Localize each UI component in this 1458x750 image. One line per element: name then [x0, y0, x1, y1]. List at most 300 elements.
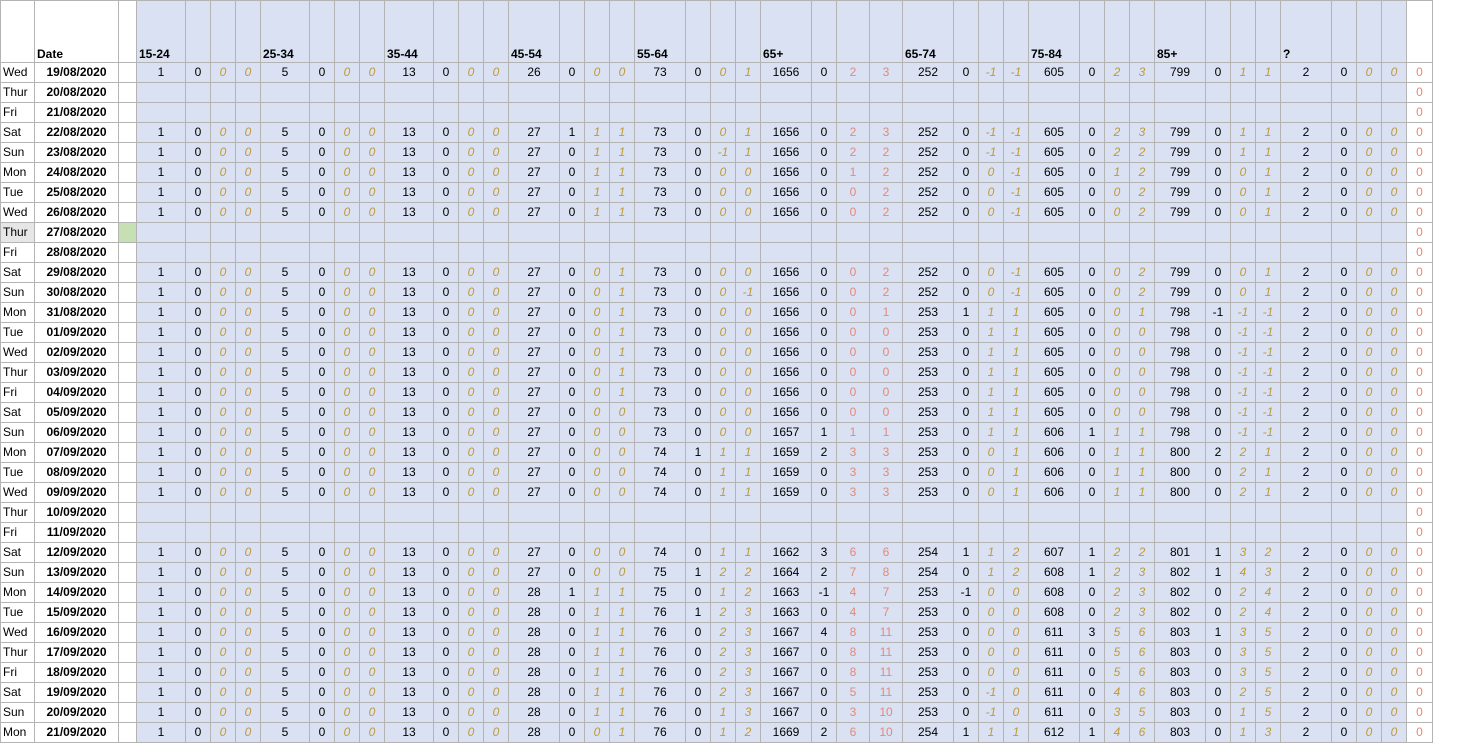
value-cell[interactable]: 1 — [585, 703, 610, 723]
value-cell[interactable]: 0 — [1382, 303, 1407, 323]
value-cell[interactable]: 1663 — [761, 603, 812, 623]
value-cell[interactable]: 5 — [261, 143, 310, 163]
value-cell[interactable]: 0 — [434, 483, 459, 503]
value-cell[interactable]: 0 — [484, 603, 509, 623]
value-cell[interactable]: 27 — [509, 283, 560, 303]
value-cell[interactable]: 3 — [837, 443, 870, 463]
value-cell[interactable] — [186, 243, 211, 263]
value-cell[interactable]: 5 — [1105, 643, 1130, 663]
value-cell[interactable] — [1206, 243, 1231, 263]
value-cell[interactable]: 252 — [903, 163, 954, 183]
value-cell[interactable]: 1 — [137, 663, 186, 683]
value-cell[interactable]: 0 — [459, 723, 484, 743]
value-cell[interactable]: 0 — [459, 323, 484, 343]
value-cell[interactable]: 803 — [1155, 683, 1206, 703]
value-cell[interactable]: -1 — [1231, 323, 1256, 343]
table-row[interactable] — [1, 103, 1433, 123]
value-cell[interactable] — [1155, 523, 1206, 543]
value-cell[interactable]: 0 — [360, 343, 385, 363]
value-cell[interactable] — [870, 523, 903, 543]
value-cell[interactable]: 0 — [837, 203, 870, 223]
value-cell[interactable]: 0 — [954, 423, 979, 443]
value-cell[interactable] — [761, 223, 812, 243]
value-cell[interactable]: 0 — [736, 203, 761, 223]
gap-cell[interactable] — [119, 303, 137, 323]
value-cell[interactable]: 253 — [903, 423, 954, 443]
date-cell[interactable]: 03/09/2020 — [35, 363, 119, 383]
value-cell[interactable]: 0 — [459, 283, 484, 303]
value-cell[interactable]: 10 — [870, 723, 903, 743]
value-cell[interactable] — [137, 503, 186, 523]
value-cell[interactable] — [484, 523, 509, 543]
value-cell[interactable]: 27 — [509, 303, 560, 323]
value-cell[interactable]: 0 — [335, 443, 360, 463]
value-cell[interactable]: 0 — [812, 703, 837, 723]
value-cell[interactable]: -1 — [1256, 423, 1281, 443]
value-cell[interactable]: 0 — [812, 123, 837, 143]
value-cell[interactable]: 0 — [1206, 203, 1231, 223]
value-cell[interactable]: 28 — [509, 643, 560, 663]
value-cell[interactable]: 2 — [1130, 163, 1155, 183]
last-value-cell[interactable]: 0 — [1407, 103, 1433, 123]
value-cell[interactable]: 0 — [954, 623, 979, 643]
value-cell[interactable]: 0 — [484, 623, 509, 643]
value-cell[interactable]: 1 — [137, 263, 186, 283]
value-cell[interactable]: 7 — [870, 603, 903, 623]
value-cell[interactable] — [434, 223, 459, 243]
value-cell[interactable]: 1 — [137, 283, 186, 303]
header-cell-date[interactable]: Date — [35, 1, 119, 63]
value-cell[interactable]: 253 — [903, 583, 954, 603]
value-cell[interactable]: 1 — [137, 483, 186, 503]
value-cell[interactable]: 1 — [585, 123, 610, 143]
value-cell[interactable]: 0 — [360, 563, 385, 583]
value-cell[interactable]: -1 — [1256, 343, 1281, 363]
value-cell[interactable]: 1 — [1256, 143, 1281, 163]
value-cell[interactable]: 27 — [509, 183, 560, 203]
value-cell[interactable]: 0 — [736, 163, 761, 183]
value-cell[interactable]: 606 — [1029, 443, 1080, 463]
value-cell[interactable]: 1 — [137, 723, 186, 743]
value-cell[interactable]: 0 — [211, 323, 236, 343]
value-cell[interactable]: 0 — [560, 263, 585, 283]
value-cell[interactable] — [186, 223, 211, 243]
value-cell[interactable]: 0 — [711, 163, 736, 183]
date-cell[interactable]: 09/09/2020 — [35, 483, 119, 503]
value-cell[interactable]: 0 — [736, 303, 761, 323]
value-cell[interactable]: 2 — [1281, 583, 1332, 603]
day-cell[interactable]: Mon — [1, 583, 35, 603]
value-cell[interactable]: 3 — [1130, 563, 1155, 583]
value-cell[interactable]: 1669 — [761, 723, 812, 743]
value-cell[interactable] — [585, 503, 610, 523]
value-cell[interactable]: 0 — [310, 663, 335, 683]
value-cell[interactable]: 76 — [635, 603, 686, 623]
value-cell[interactable]: 252 — [903, 123, 954, 143]
value-cell[interactable]: 0 — [954, 663, 979, 683]
value-cell[interactable]: 3 — [736, 683, 761, 703]
value-cell[interactable]: 28 — [509, 703, 560, 723]
value-cell[interactable]: 3 — [1105, 703, 1130, 723]
value-cell[interactable] — [1130, 83, 1155, 103]
value-cell[interactable]: 0 — [585, 323, 610, 343]
value-cell[interactable]: 0 — [211, 483, 236, 503]
value-cell[interactable]: 0 — [236, 323, 261, 343]
day-cell[interactable]: Mon — [1, 303, 35, 323]
value-cell[interactable] — [736, 243, 761, 263]
value-cell[interactable] — [137, 523, 186, 543]
value-cell[interactable]: 0 — [1357, 683, 1382, 703]
value-cell[interactable] — [610, 243, 635, 263]
value-cell[interactable]: 28 — [509, 663, 560, 683]
value-cell[interactable] — [360, 243, 385, 263]
value-cell[interactable]: 0 — [211, 563, 236, 583]
value-cell[interactable]: 3 — [837, 703, 870, 723]
value-cell[interactable]: 0 — [837, 183, 870, 203]
table-row[interactable] — [1, 583, 1433, 603]
value-cell[interactable]: 0 — [954, 63, 979, 83]
value-cell[interactable]: 0 — [1080, 183, 1105, 203]
value-cell[interactable]: 0 — [335, 483, 360, 503]
value-cell[interactable]: 0 — [211, 363, 236, 383]
value-cell[interactable]: 1 — [954, 543, 979, 563]
value-cell[interactable]: 1 — [137, 63, 186, 83]
value-cell[interactable]: 0 — [1332, 483, 1357, 503]
value-cell[interactable]: 1656 — [761, 323, 812, 343]
value-cell[interactable]: 73 — [635, 143, 686, 163]
value-cell[interactable]: 1 — [137, 403, 186, 423]
value-cell[interactable]: 253 — [903, 463, 954, 483]
value-cell[interactable] — [585, 223, 610, 243]
value-cell[interactable]: 0 — [484, 363, 509, 383]
value-cell[interactable]: 0 — [711, 343, 736, 363]
value-cell[interactable]: 27 — [509, 463, 560, 483]
value-cell[interactable]: 0 — [812, 683, 837, 703]
value-cell[interactable]: 0 — [1332, 143, 1357, 163]
age-group-subheader[interactable] — [236, 1, 261, 63]
value-cell[interactable]: 608 — [1029, 563, 1080, 583]
value-cell[interactable] — [385, 503, 434, 523]
value-cell[interactable]: 2 — [870, 143, 903, 163]
value-cell[interactable]: 0 — [186, 703, 211, 723]
value-cell[interactable]: 0 — [484, 443, 509, 463]
age-group-header[interactable]: 35-44 — [385, 1, 434, 63]
value-cell[interactable]: -1 — [979, 123, 1004, 143]
value-cell[interactable]: 5 — [261, 583, 310, 603]
value-cell[interactable]: 0 — [1080, 303, 1105, 323]
date-cell[interactable]: 10/09/2020 — [35, 503, 119, 523]
value-cell[interactable]: 0 — [812, 163, 837, 183]
day-cell[interactable]: Tue — [1, 323, 35, 343]
value-cell[interactable]: 1 — [560, 123, 585, 143]
value-cell[interactable]: 253 — [903, 483, 954, 503]
value-cell[interactable]: 611 — [1029, 663, 1080, 683]
value-cell[interactable] — [211, 103, 236, 123]
value-cell[interactable]: 0 — [1080, 63, 1105, 83]
value-cell[interactable]: 2 — [1281, 303, 1332, 323]
value-cell[interactable]: 0 — [560, 183, 585, 203]
value-cell[interactable]: 1 — [979, 723, 1004, 743]
value-cell[interactable]: 0 — [211, 463, 236, 483]
value-cell[interactable]: 1 — [137, 383, 186, 403]
age-group-subheader[interactable] — [979, 1, 1004, 63]
value-cell[interactable] — [560, 103, 585, 123]
last-value-cell[interactable]: 0 — [1407, 123, 1433, 143]
value-cell[interactable]: 0 — [979, 603, 1004, 623]
last-value-cell[interactable]: 0 — [1407, 183, 1433, 203]
value-cell[interactable]: 0 — [1206, 163, 1231, 183]
value-cell[interactable]: -1 — [1231, 343, 1256, 363]
value-cell[interactable]: 0 — [585, 63, 610, 83]
value-cell[interactable]: 0 — [236, 143, 261, 163]
value-cell[interactable]: 0 — [1332, 183, 1357, 203]
value-cell[interactable]: 2 — [711, 603, 736, 623]
value-cell[interactable] — [1357, 523, 1382, 543]
gap-cell[interactable] — [119, 663, 137, 683]
value-cell[interactable] — [1029, 223, 1080, 243]
value-cell[interactable]: 2 — [1281, 123, 1332, 143]
value-cell[interactable]: 0 — [1206, 183, 1231, 203]
gap-cell[interactable] — [119, 683, 137, 703]
value-cell[interactable]: 0 — [335, 723, 360, 743]
value-cell[interactable] — [484, 83, 509, 103]
value-cell[interactable]: 2 — [1231, 483, 1256, 503]
value-cell[interactable]: 0 — [585, 363, 610, 383]
value-cell[interactable]: 0 — [236, 283, 261, 303]
table-row[interactable] — [1, 123, 1433, 143]
value-cell[interactable]: 0 — [484, 683, 509, 703]
value-cell[interactable]: 0 — [434, 563, 459, 583]
value-cell[interactable]: 0 — [812, 323, 837, 343]
value-cell[interactable]: 1 — [137, 683, 186, 703]
value-cell[interactable]: 0 — [585, 383, 610, 403]
value-cell[interactable]: 2 — [1281, 563, 1332, 583]
value-cell[interactable]: 2 — [736, 723, 761, 743]
value-cell[interactable]: 0 — [211, 63, 236, 83]
last-value-cell[interactable]: 0 — [1407, 223, 1433, 243]
value-cell[interactable]: 2 — [1281, 723, 1332, 743]
value-cell[interactable]: 2 — [1105, 123, 1130, 143]
value-cell[interactable]: 1 — [979, 423, 1004, 443]
value-cell[interactable]: 1 — [1256, 443, 1281, 463]
value-cell[interactable]: 0 — [954, 123, 979, 143]
value-cell[interactable]: 0 — [560, 63, 585, 83]
value-cell[interactable]: 2 — [1231, 603, 1256, 623]
last-value-cell[interactable]: 0 — [1407, 503, 1433, 523]
value-cell[interactable]: 253 — [903, 403, 954, 423]
value-cell[interactable]: 0 — [1357, 383, 1382, 403]
value-cell[interactable] — [635, 223, 686, 243]
value-cell[interactable]: 803 — [1155, 643, 1206, 663]
value-cell[interactable]: 13 — [385, 143, 434, 163]
value-cell[interactable]: 4 — [1256, 583, 1281, 603]
value-cell[interactable]: -1 — [1256, 403, 1281, 423]
value-cell[interactable]: 0 — [484, 703, 509, 723]
date-cell[interactable]: 27/08/2020 — [35, 223, 119, 243]
value-cell[interactable] — [1281, 503, 1332, 523]
value-cell[interactable]: 27 — [509, 563, 560, 583]
header-cell-last[interactable] — [1407, 1, 1433, 63]
value-cell[interactable]: 3 — [837, 463, 870, 483]
value-cell[interactable]: 6 — [837, 723, 870, 743]
value-cell[interactable]: 0 — [186, 683, 211, 703]
value-cell[interactable]: 13 — [385, 383, 434, 403]
value-cell[interactable]: 0 — [211, 163, 236, 183]
value-cell[interactable]: 0 — [360, 403, 385, 423]
value-cell[interactable] — [635, 503, 686, 523]
value-cell[interactable] — [610, 223, 635, 243]
value-cell[interactable]: 0 — [310, 403, 335, 423]
value-cell[interactable]: 2 — [1105, 603, 1130, 623]
value-cell[interactable]: 13 — [385, 703, 434, 723]
value-cell[interactable]: 0 — [310, 283, 335, 303]
value-cell[interactable]: 0 — [1357, 483, 1382, 503]
age-group-header[interactable]: ? — [1281, 1, 1332, 63]
value-cell[interactable]: 1 — [711, 443, 736, 463]
value-cell[interactable]: 73 — [635, 163, 686, 183]
gap-cell[interactable] — [119, 343, 137, 363]
value-cell[interactable]: 253 — [903, 643, 954, 663]
value-cell[interactable]: -1 — [979, 703, 1004, 723]
age-group-subheader[interactable] — [484, 1, 509, 63]
value-cell[interactable]: 1 — [979, 343, 1004, 363]
value-cell[interactable]: 27 — [509, 263, 560, 283]
value-cell[interactable] — [236, 503, 261, 523]
gap-cell[interactable] — [119, 583, 137, 603]
value-cell[interactable]: 2 — [1281, 163, 1332, 183]
age-group-header[interactable]: 65-74 — [903, 1, 954, 63]
value-cell[interactable] — [385, 223, 434, 243]
age-group-subheader[interactable] — [1357, 1, 1382, 63]
value-cell[interactable]: 0 — [211, 123, 236, 143]
value-cell[interactable]: 0 — [1130, 343, 1155, 363]
value-cell[interactable]: 1 — [137, 143, 186, 163]
value-cell[interactable]: 0 — [360, 323, 385, 343]
value-cell[interactable]: 0 — [335, 663, 360, 683]
value-cell[interactable]: 0 — [484, 123, 509, 143]
value-cell[interactable]: 1667 — [761, 683, 812, 703]
last-value-cell[interactable]: 0 — [1407, 663, 1433, 683]
last-value-cell[interactable]: 0 — [1407, 703, 1433, 723]
value-cell[interactable] — [560, 83, 585, 103]
value-cell[interactable] — [903, 223, 954, 243]
value-cell[interactable] — [903, 243, 954, 263]
value-cell[interactable] — [837, 223, 870, 243]
last-value-cell[interactable]: 0 — [1407, 303, 1433, 323]
day-cell[interactable]: Tue — [1, 463, 35, 483]
value-cell[interactable]: 0 — [560, 423, 585, 443]
value-cell[interactable] — [509, 83, 560, 103]
value-cell[interactable]: 1667 — [761, 663, 812, 683]
value-cell[interactable] — [585, 243, 610, 263]
value-cell[interactable]: 3 — [1080, 623, 1105, 643]
value-cell[interactable]: 6 — [1130, 623, 1155, 643]
table-row[interactable] — [1, 483, 1433, 503]
value-cell[interactable]: 253 — [903, 683, 954, 703]
value-cell[interactable]: 0 — [610, 463, 635, 483]
value-cell[interactable]: 0 — [1130, 363, 1155, 383]
value-cell[interactable]: 0 — [686, 683, 711, 703]
value-cell[interactable]: 605 — [1029, 383, 1080, 403]
value-cell[interactable]: 3 — [870, 123, 903, 143]
value-cell[interactable] — [711, 243, 736, 263]
value-cell[interactable]: 1667 — [761, 623, 812, 643]
value-cell[interactable]: 0 — [310, 143, 335, 163]
value-cell[interactable]: 1 — [1004, 343, 1029, 363]
value-cell[interactable]: 0 — [979, 163, 1004, 183]
value-cell[interactable]: 0 — [335, 423, 360, 443]
value-cell[interactable]: 0 — [979, 283, 1004, 303]
value-cell[interactable] — [509, 103, 560, 123]
day-cell[interactable]: Sun — [1, 703, 35, 723]
value-cell[interactable] — [1080, 223, 1105, 243]
value-cell[interactable]: 1 — [1105, 443, 1130, 463]
value-cell[interactable]: 1656 — [761, 63, 812, 83]
value-cell[interactable]: 611 — [1029, 643, 1080, 663]
value-cell[interactable]: 0 — [560, 543, 585, 563]
value-cell[interactable] — [954, 523, 979, 543]
value-cell[interactable]: 0 — [711, 183, 736, 203]
value-cell[interactable]: 0 — [211, 623, 236, 643]
value-cell[interactable]: 0 — [585, 483, 610, 503]
value-cell[interactable]: 0 — [310, 703, 335, 723]
value-cell[interactable]: 0 — [1382, 63, 1407, 83]
date-cell[interactable]: 22/08/2020 — [35, 123, 119, 143]
value-cell[interactable]: 0 — [360, 583, 385, 603]
value-cell[interactable]: 0 — [335, 203, 360, 223]
value-cell[interactable]: 612 — [1029, 723, 1080, 743]
value-cell[interactable]: -1 — [1206, 303, 1231, 323]
value-cell[interactable]: 13 — [385, 683, 434, 703]
value-cell[interactable]: 27 — [509, 123, 560, 143]
value-cell[interactable]: 0 — [954, 383, 979, 403]
value-cell[interactable]: 606 — [1029, 483, 1080, 503]
gap-cell[interactable] — [119, 223, 137, 243]
value-cell[interactable]: 1 — [137, 623, 186, 643]
value-cell[interactable]: 0 — [610, 443, 635, 463]
value-cell[interactable]: 0 — [1105, 363, 1130, 383]
value-cell[interactable]: 0 — [186, 203, 211, 223]
value-cell[interactable]: 0 — [686, 543, 711, 563]
value-cell[interactable]: 0 — [1357, 363, 1382, 383]
value-cell[interactable]: 0 — [560, 203, 585, 223]
value-cell[interactable]: 3 — [1130, 603, 1155, 623]
gap-cell[interactable] — [119, 123, 137, 143]
age-group-subheader[interactable] — [686, 1, 711, 63]
value-cell[interactable]: 0 — [686, 463, 711, 483]
value-cell[interactable]: 1662 — [761, 543, 812, 563]
value-cell[interactable]: 0 — [954, 443, 979, 463]
last-value-cell[interactable]: 0 — [1407, 443, 1433, 463]
value-cell[interactable] — [1029, 523, 1080, 543]
value-cell[interactable]: 27 — [509, 403, 560, 423]
value-cell[interactable]: 0 — [1080, 143, 1105, 163]
value-cell[interactable]: 0 — [459, 63, 484, 83]
value-cell[interactable] — [1281, 223, 1332, 243]
date-cell[interactable]: 14/09/2020 — [35, 583, 119, 603]
value-cell[interactable]: 1 — [610, 343, 635, 363]
value-cell[interactable]: 0 — [1382, 343, 1407, 363]
age-group-subheader[interactable] — [1231, 1, 1256, 63]
value-cell[interactable]: 2 — [1105, 583, 1130, 603]
value-cell[interactable]: 2 — [870, 203, 903, 223]
value-cell[interactable]: 2 — [1281, 603, 1332, 623]
value-cell[interactable]: 0 — [585, 343, 610, 363]
value-cell[interactable]: 0 — [686, 303, 711, 323]
day-cell[interactable]: Sun — [1, 423, 35, 443]
gap-cell[interactable] — [119, 323, 137, 343]
value-cell[interactable]: 8 — [837, 643, 870, 663]
